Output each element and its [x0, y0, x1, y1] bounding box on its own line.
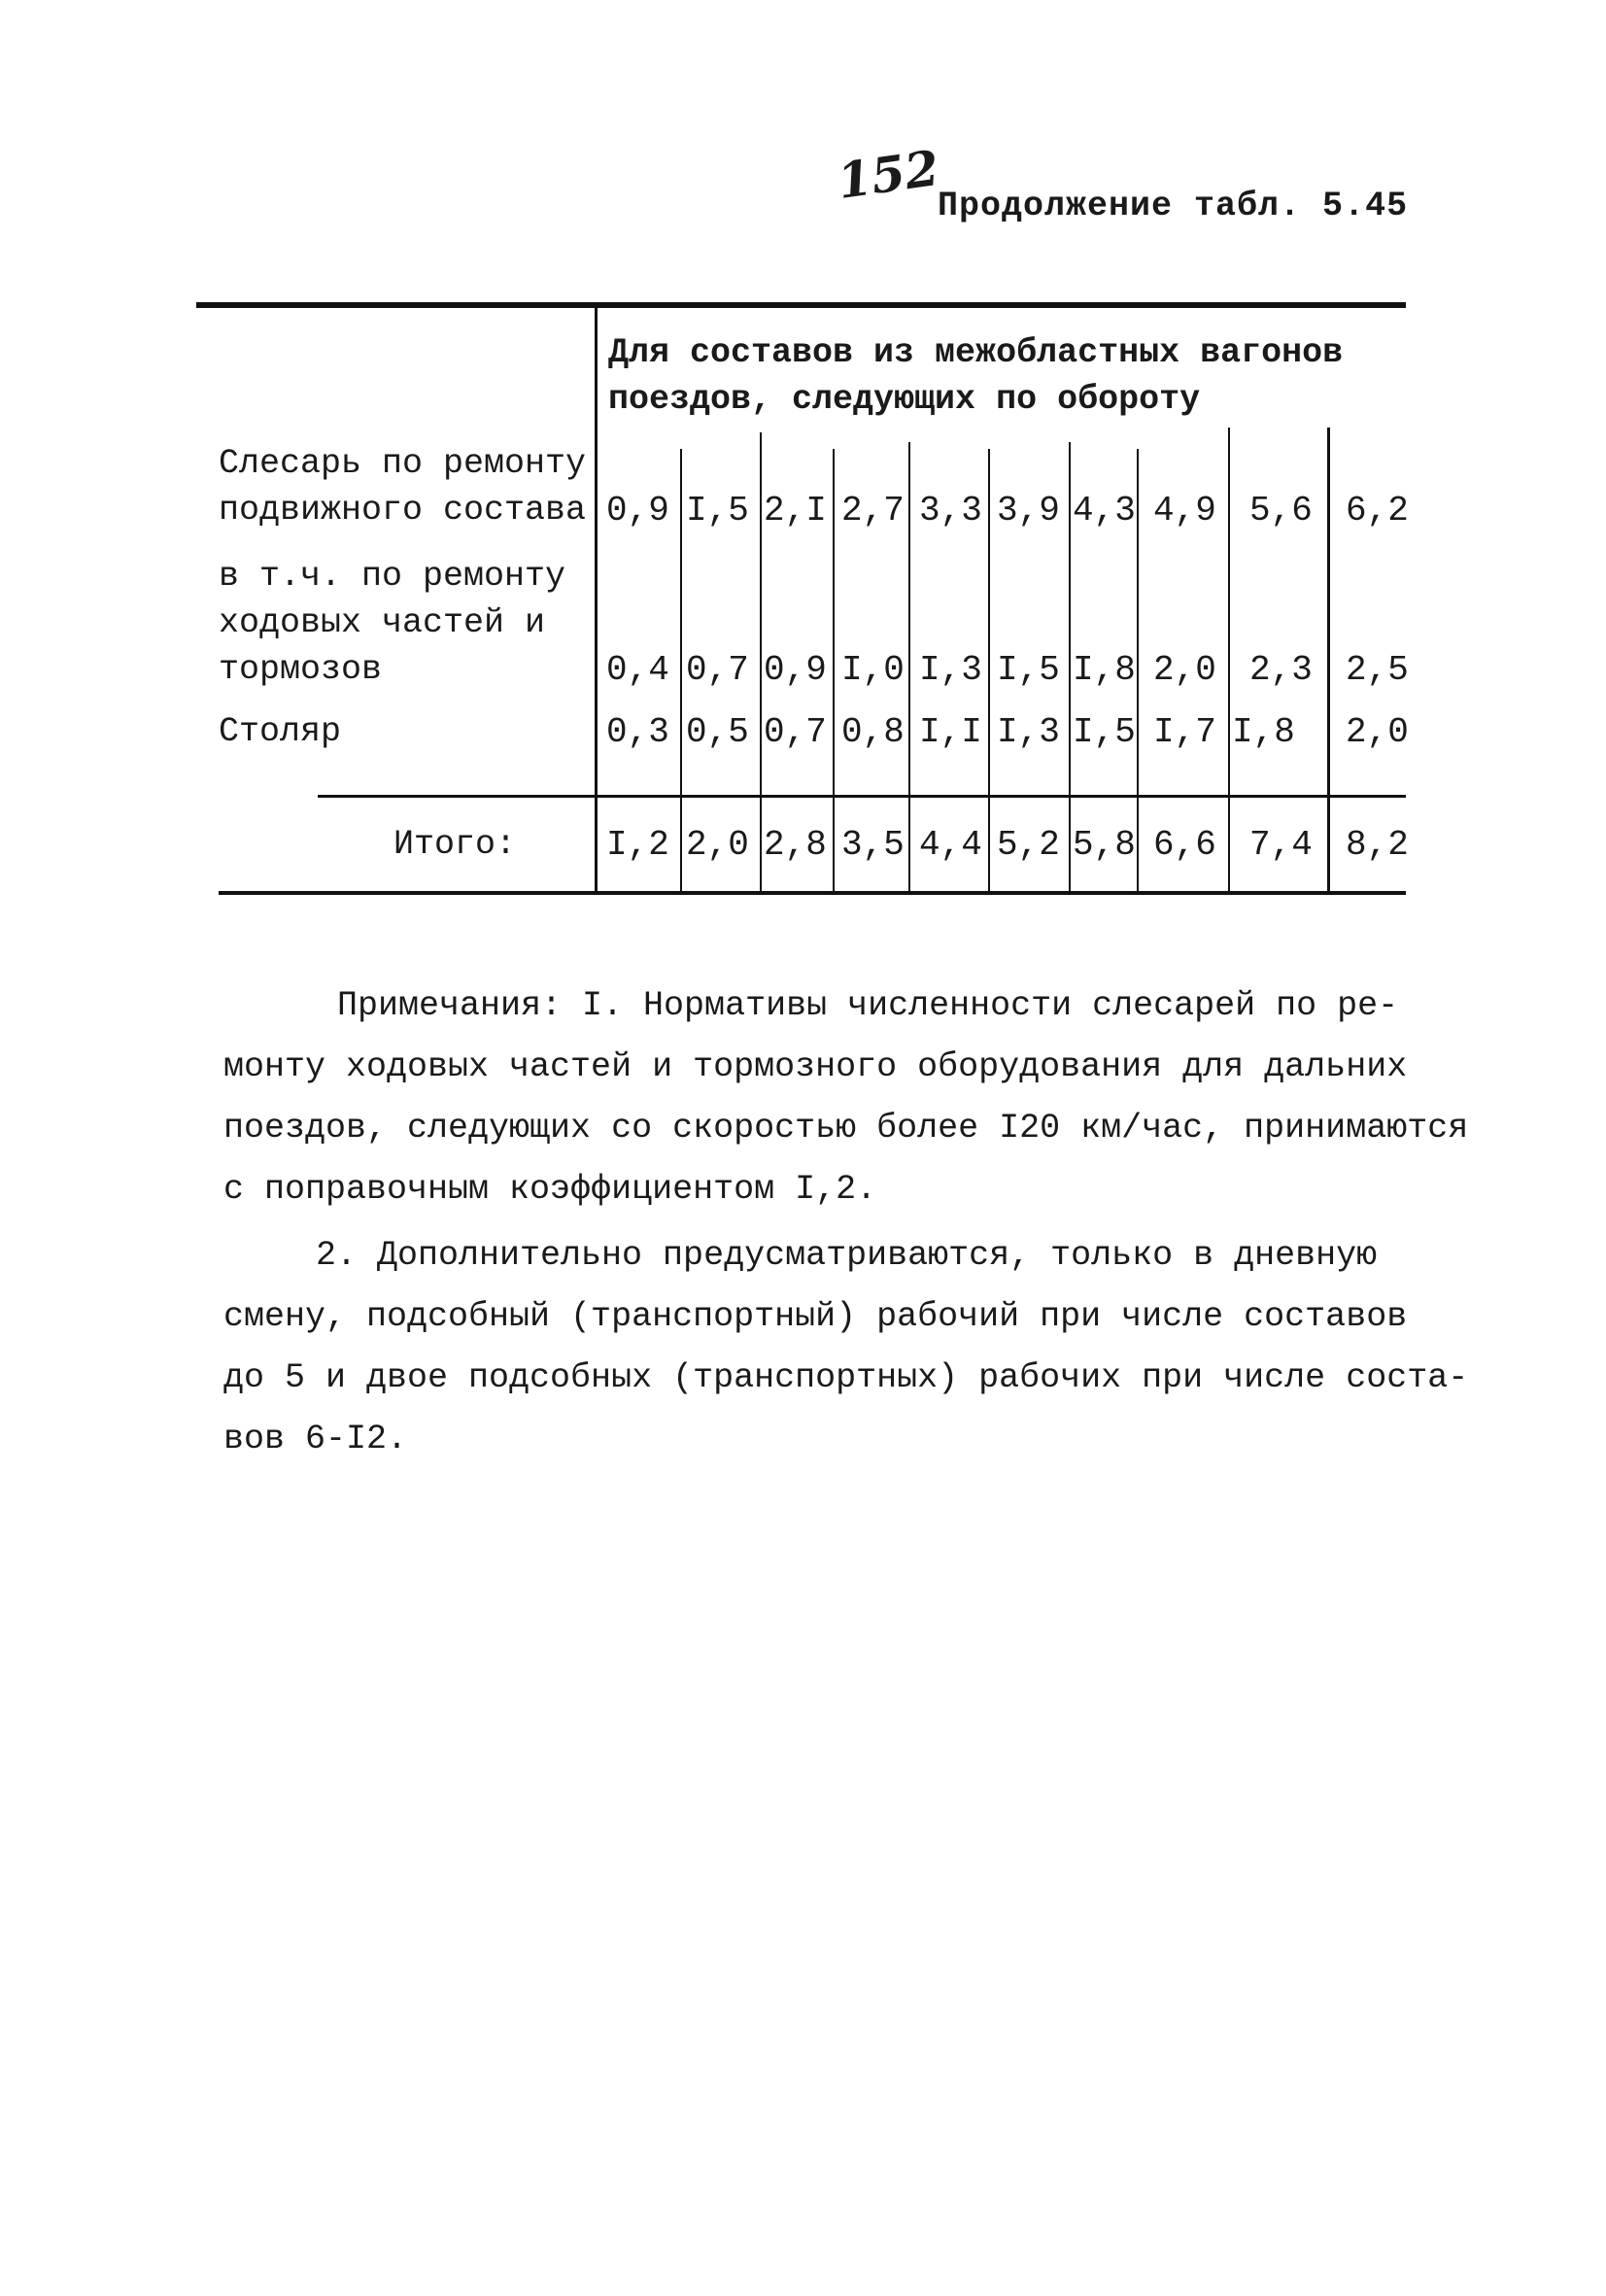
- table-cell: 2,I: [764, 491, 827, 531]
- table-cell: 0,3: [606, 712, 669, 752]
- note-line: монту ходовых частей и тормозного оборудования для дальних: [223, 1047, 1408, 1086]
- table-cell: 4,3: [1073, 491, 1136, 531]
- table-cell: I,5: [686, 491, 749, 531]
- table-cell: 0,8: [841, 712, 905, 752]
- table-cell: 0,5: [686, 712, 749, 752]
- table-cell: 2,3: [1249, 650, 1313, 690]
- column-divider: [833, 449, 835, 895]
- table-cell: I,5: [997, 650, 1060, 690]
- column-divider: [1069, 442, 1071, 895]
- note-line: смену, подсобный (транспортный) рабочий при числе составов: [223, 1297, 1408, 1336]
- table-top-rule: [196, 302, 1406, 308]
- column-divider: [908, 442, 910, 895]
- note-line: с поправочным коэффициентом I,2.: [223, 1170, 877, 1209]
- table-cell: 3,9: [997, 491, 1060, 531]
- table-continuation-title: Продолжение табл. 5.45: [938, 187, 1409, 225]
- table-cell: I,I: [919, 712, 982, 752]
- note-line: поездов, следующих со скоростью более I20 км/час, принимаются: [223, 1109, 1469, 1148]
- row-label-line: Столяр: [219, 712, 342, 751]
- table-cell: 2,5: [1346, 650, 1409, 690]
- table-cell: 2,8: [764, 825, 827, 865]
- table-cell: 2,0: [686, 825, 749, 865]
- column-divider: [680, 449, 682, 895]
- table-cell: 6,6: [1153, 825, 1216, 865]
- total-label: Итого:: [393, 825, 517, 864]
- table-cell: 6,2: [1346, 491, 1409, 531]
- table-cell: I,5: [1073, 712, 1136, 752]
- row-label-line: Слесарь по ремонту: [219, 444, 587, 483]
- table-cell: I,3: [997, 712, 1060, 752]
- table-cell: 5,8: [1073, 825, 1136, 865]
- table-cell: 2,7: [841, 491, 905, 531]
- note-line: до 5 и двое подсобных (транспортных) рабочих при числе соста-: [223, 1358, 1469, 1397]
- column-divider: [1137, 449, 1139, 895]
- column-divider-main: [595, 308, 598, 895]
- table-cell: 3,3: [919, 491, 982, 531]
- note-line: 2. Дополнительно предусматриваются, только в дневную: [316, 1236, 1378, 1275]
- column-divider: [760, 432, 762, 895]
- table-cell: I,2: [606, 825, 669, 865]
- column-divider: [1228, 428, 1230, 895]
- table-cell: 0,9: [606, 491, 669, 531]
- row-label-line: тормозов: [219, 650, 383, 689]
- row-label-line: в т.ч. по ремонту: [219, 557, 566, 596]
- page-number: 152: [834, 139, 942, 210]
- table-cell: 4,9: [1153, 491, 1216, 531]
- note-line: Примечания: I. Нормативы численности слесарей по ре-: [337, 986, 1399, 1025]
- table-header-line: Для составов из межобластных вагонов: [608, 333, 1344, 372]
- note-line: вов 6-I2.: [223, 1420, 408, 1458]
- table-cell: 5,2: [997, 825, 1060, 865]
- column-divider: [988, 449, 990, 895]
- table-cell: 5,6: [1249, 491, 1313, 531]
- table-cell: I,8: [1073, 650, 1136, 690]
- table-cell: 0,7: [764, 712, 827, 752]
- table-cell: 4,4: [919, 825, 982, 865]
- table-cell: 3,5: [841, 825, 905, 865]
- table-cell: 0,7: [686, 650, 749, 690]
- table-total-rule: [318, 795, 1406, 798]
- table-cell: 2,0: [1346, 712, 1409, 752]
- row-label-line: ходовых частей и: [219, 603, 546, 642]
- table-cell: 8,2: [1346, 825, 1409, 865]
- table-cell: 0,4: [606, 650, 669, 690]
- column-divider: [1327, 428, 1330, 895]
- table-cell: 7,4: [1249, 825, 1313, 865]
- table-cell: 0,9: [764, 650, 827, 690]
- table-cell: I,7: [1153, 712, 1216, 752]
- table-cell: 2,0: [1153, 650, 1216, 690]
- table-cell: I,0: [841, 650, 905, 690]
- table-cell: I,3: [919, 650, 982, 690]
- row-label-line: подвижного состава: [219, 491, 587, 530]
- table-cell: I,8: [1232, 712, 1295, 752]
- table-header-line: поездов, следующих по обороту: [608, 380, 1201, 419]
